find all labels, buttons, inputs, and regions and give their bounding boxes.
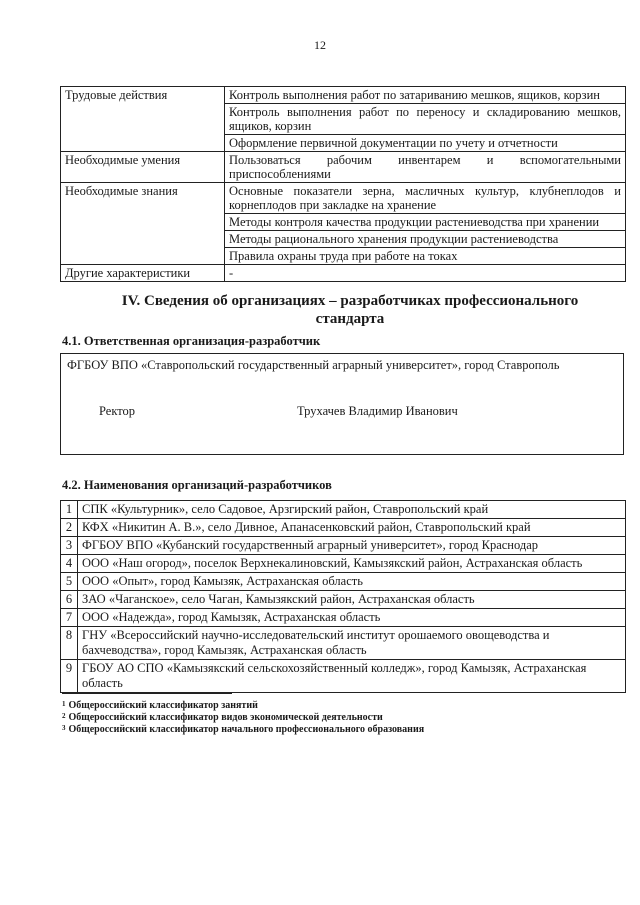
row-number: 5 bbox=[61, 573, 78, 591]
organization-name: ГНУ «Всероссийский научно-исследовательский институт орошаемого овощеводства и бахчеводства», город Камызяк, Астраханская область bbox=[78, 627, 626, 660]
table-row bbox=[61, 609, 626, 627]
footnote: $^3$ Общероссийский классификатор начального профессионального образования bbox=[62, 724, 425, 735]
table-row bbox=[61, 591, 626, 609]
category-cell: Необходимые умения bbox=[61, 152, 225, 183]
organization-name: ФГБОУ ВПО «Кубанский государственный аграрный университет», город Краснодар bbox=[78, 537, 626, 555]
developer-orgs-heading: 4.2. Наименования организаций-разработчиков bbox=[62, 478, 332, 492]
row-number: 7 bbox=[61, 609, 78, 627]
organization-name: КФХ «Никитин А. В.», село Дивное, Апанасенковский район, Ставропольский край bbox=[78, 519, 626, 537]
signatory-position: Ректор bbox=[99, 404, 136, 418]
row-number: 3 bbox=[61, 537, 78, 555]
responsible-org-heading: 4.1. Ответственная организация-разработчик bbox=[62, 334, 321, 348]
labor-functions-table bbox=[60, 86, 626, 282]
category-cell: Трудовые действия bbox=[61, 87, 225, 152]
table-row bbox=[61, 555, 626, 573]
row-number: 6 bbox=[61, 591, 78, 609]
table-row bbox=[61, 501, 626, 519]
table-row bbox=[61, 152, 626, 183]
table-row bbox=[61, 537, 626, 555]
item-cell: Контроль выполнения работ по затариванию мешков, ящиков, корзин bbox=[225, 87, 626, 104]
item-cell: Правила охраны труда при работе на токах bbox=[225, 248, 626, 265]
footnotes bbox=[62, 700, 424, 736]
footnote: $^1$ Общероссийский классификатор занятий bbox=[62, 700, 258, 711]
organization-name: ЗАО «Чаганское», село Чаган, Камызякский район, Астраханская область bbox=[78, 591, 626, 609]
item-cell: Оформление первичной документации по учету и отчетности bbox=[225, 135, 626, 152]
row-number: 8 bbox=[61, 627, 78, 660]
item-cell: Пользоваться рабочим инвентарем и вспомогательными приспособлениями bbox=[225, 152, 626, 183]
section-title: IV. Сведения об организациях – разработчиках профессионального стандарта bbox=[121, 293, 579, 327]
table-row bbox=[61, 519, 626, 537]
organization-name: ООО «Наш огород», поселок Верхнекалиновский, Камызякский район, Астраханская область bbox=[78, 555, 626, 573]
organization-name: ГБОУ АО СПО «Камызякский сельскохозяйственный колледж», город Камызяк, Астраханская область bbox=[78, 660, 626, 693]
category-cell: Необходимые знания bbox=[61, 183, 225, 265]
category-cell: Другие характеристики bbox=[61, 265, 225, 282]
responsible-org-box bbox=[60, 353, 624, 455]
row-number: 9 bbox=[61, 660, 78, 693]
item-cell: Методы рационального хранения продукции растениеводства bbox=[225, 231, 626, 248]
organization-name: СПК «Культурник», село Садовое, Арзгирский район, Ставропольский край bbox=[78, 501, 626, 519]
item-cell: Основные показатели зерна, масличных культур, клубнеплодов и корнеплодов при закладке на хранение bbox=[225, 183, 626, 214]
signatory-name: Трухачев Владимир Иванович bbox=[297, 404, 458, 418]
item-cell: Контроль выполнения работ по переносу и складированию мешков, ящиков, корзин bbox=[225, 104, 626, 135]
responsible-org-name: ФГБОУ ВПО «Ставропольский государственный аграрный университет», город Ставрополь bbox=[67, 358, 560, 372]
row-number: 4 bbox=[61, 555, 78, 573]
footnote-divider bbox=[62, 693, 232, 694]
item-cell: - bbox=[225, 265, 626, 282]
table-row bbox=[61, 627, 626, 660]
table-row bbox=[61, 265, 626, 282]
page-number: 12 bbox=[314, 38, 326, 52]
row-number: 2 bbox=[61, 519, 78, 537]
footnote: $^2$ Общероссийский классификатор видов экономической деятельности bbox=[62, 712, 383, 723]
organization-name: ООО «Опыт», город Камызяк, Астраханская область bbox=[78, 573, 626, 591]
table-row bbox=[61, 183, 626, 214]
row-number: 1 bbox=[61, 501, 78, 519]
organization-name: ООО «Надежда», город Камызяк, Астраханская область bbox=[78, 609, 626, 627]
table-row bbox=[61, 660, 626, 693]
table-row bbox=[61, 87, 626, 104]
item-cell: Методы контроля качества продукции растениеводства при хранении bbox=[225, 214, 626, 231]
table-row bbox=[61, 573, 626, 591]
developer-orgs-table bbox=[60, 500, 626, 693]
